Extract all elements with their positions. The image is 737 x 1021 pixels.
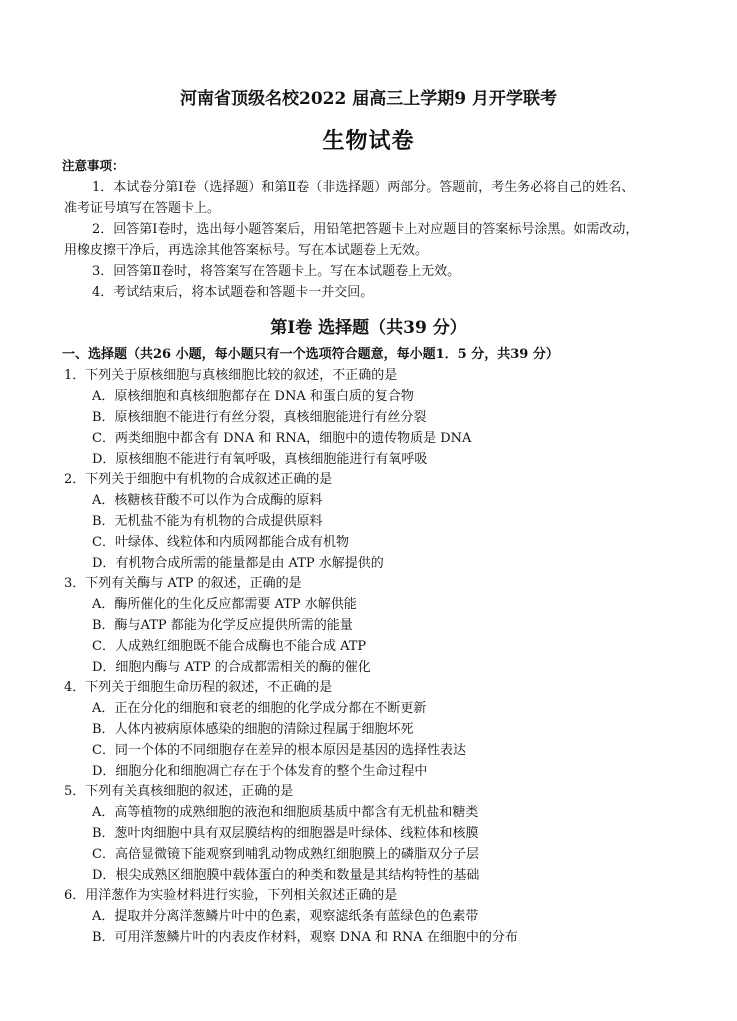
note-line: 准考证号填写在答题卡上。 [64,201,221,216]
question-stem: 4．下列关于细胞生命历程的叙述，不正确的是 [64,680,333,695]
question-option: C．两类细胞中都含有 DNA 和 RNA，细胞中的遗传物质是 DNA [92,431,472,446]
question-option: D．细胞分化和细胞凋亡存在于个体发育的整个生命过程中 [92,764,428,779]
question-option: C．人成熟红细胞既不能合成酶也不能合成 ATP [92,639,367,654]
question-option: B．葱叶肉细胞中具有双层膜结构的细胞器是叶绿体、线粒体和核膜 [92,826,479,841]
subject-title: 生物试卷 [322,128,415,154]
question-option: B．原核细胞不能进行有丝分裂，真核细胞能进行有丝分裂 [92,410,427,425]
question-option: A．原核细胞和真核细胞都存在 DNA 和蛋白质的复合物 [92,389,414,404]
note-line: 用橡皮擦干净后，再选涂其他答案标号。写在本试题卷上无效。 [64,243,429,258]
question-option: D．细胞内酶与 ATP 的合成都需相关的酶的催化 [92,660,371,675]
question-option: A．正在分化的细胞和衰老的细胞的化学成分都在不断更新 [92,701,427,716]
note-line: 2．回答第Ⅰ卷时，选出每小题答案后，用铅笔把答题卡上对应题目的答案标号涂黑。如需改动， [92,222,639,237]
question-option: D．根尖成熟区细胞膜中载体蛋白的种类和数量是其结构特性的基础 [92,868,480,883]
question-option: A．提取并分离洋葱鳞片叶中的色素，观察滤纸条有蓝绿色的色素带 [92,909,479,924]
section-title: 第Ⅰ卷 选择题（共39 分） [270,318,467,338]
question-option: C．叶绿体、线粒体和内质网都能合成有机物 [92,535,349,550]
exam-title: 河南省顶级名校2022 届高三上学期9 月开学联考 [180,89,557,109]
question-option: A．核糖核苷酸不可以作为合成酶的原料 [92,493,323,508]
question-option: B．可用洋葱鳞片叶的内表皮作材料，观察 DNA 和 RNA 在细胞中的分布 [92,930,518,945]
question-option: B．人体内被病原体感染的细胞的清除过程属于细胞坏死 [92,722,414,737]
question-option: C．同一个体的不同细胞存在差异的根本原因是基因的选择性表达 [92,743,466,758]
question-stem: 5．下列有关真核细胞的叙述，正确的是 [64,784,294,799]
question-option: B．酶与ATP 都能为化学反应提供所需的能量 [92,618,353,633]
note-line: 3．回答第Ⅱ卷时，将答案写在答题卡上。写在本试题卷上无效。 [92,264,461,279]
question-option: A．高等植物的成熟细胞的液泡和细胞质基质中都含有无机盐和糖类 [92,805,479,820]
note-line: 4．考试结束后，将本试题卷和答题卡一并交回。 [92,285,374,300]
question-stem: 1．下列关于原核细胞与真核细胞比较的叙述，不正确的是 [64,368,398,383]
question-option: D．原核细胞不能进行有氧呼吸，真核细胞能进行有氧呼吸 [92,452,428,467]
part-heading: 一、选择题（共26 小题，每小题只有一个选项符合题意，每小题1．5 分，共39 分） [62,347,559,362]
question-option: C．高倍显微镜下能观察到哺乳动物成熟红细胞膜上的磷脂双分子层 [92,847,479,862]
notes-heading: 注意事项： [62,158,125,173]
question-option: D．有机物合成所需的能量都是由 ATP 水解提供的 [92,556,384,571]
question-stem: 2．下列关于细胞中有机物的合成叙述正确的是 [64,472,333,487]
question-option: B．无机盐不能为有机物的合成提供原料 [92,514,323,529]
note-line: 1．本试卷分第Ⅰ卷（选择题）和第Ⅱ卷（非选择题）两部分。答题前，考生务必将自己的姓名、 [92,180,635,195]
question-option: A．酶所催化的生化反应都需要 ATP 水解供能 [92,597,357,612]
question-stem: 6．用洋葱作为实验材料进行实验，下列相关叙述正确的是 [64,888,398,903]
question-stem: 3．下列有关酶与 ATP 的叙述，正确的是 [64,576,302,591]
